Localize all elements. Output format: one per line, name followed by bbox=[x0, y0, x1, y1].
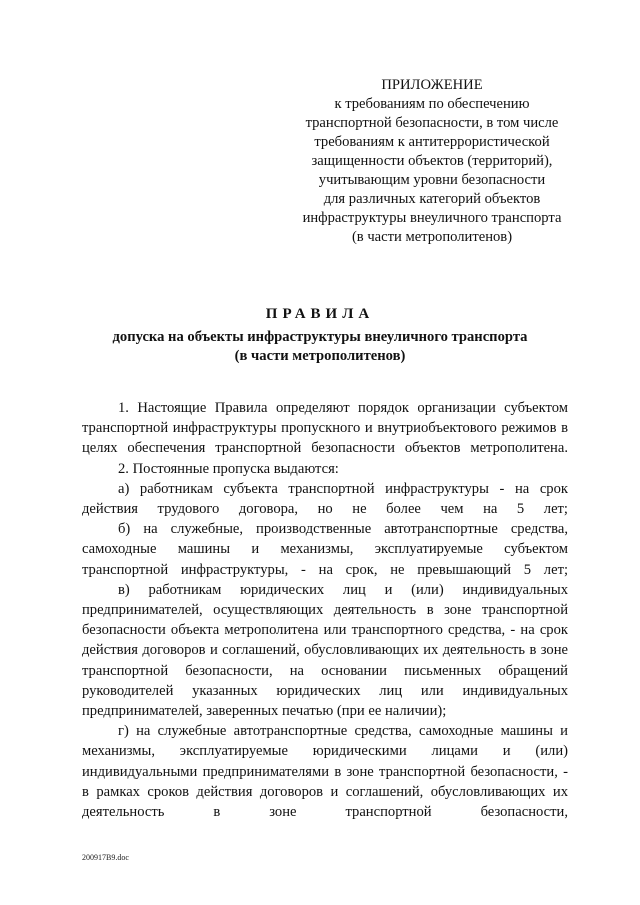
appendix-label: ПРИЛОЖЕНИЕ bbox=[381, 77, 483, 93]
subtitle-line: допуска на объекты инфраструктуры внеуличного транспорта bbox=[112, 329, 528, 345]
document-subtitle bbox=[0, 328, 640, 366]
paragraph-2b: б) на служебные, производственные автотранспортные средства, самоходные машины и механизмы, эксплуатируемые субъектом транспортной инфраструктуры, - на срок, не превышающий 5 лет; bbox=[82, 521, 568, 578]
appendix-header bbox=[288, 76, 576, 247]
appendix-line: учитывающим уровни безопасности bbox=[318, 172, 546, 188]
paragraph-2: 2. Постоянные пропуска выдаются: bbox=[118, 460, 339, 477]
paragraph-1: 1. Настоящие Правила определяют порядок организации субъектом транспортной инфраструктуры пропускного и внутриобъектового режимов в целях обеспечения транспортной безопасности объектов метрополитена. bbox=[82, 400, 568, 457]
subtitle-line: (в части метрополитенов) bbox=[234, 348, 406, 364]
appendix-line: транспортной безопасности, в том числе bbox=[305, 115, 559, 131]
document-body bbox=[82, 398, 568, 822]
appendix-line: инфраструктуры внеуличного транспорта bbox=[302, 210, 562, 226]
appendix-line: для различных категорий объектов bbox=[323, 191, 541, 207]
document-title: ПРАВИЛА bbox=[265, 306, 375, 322]
paragraph-2d: г) на служебные автотранспортные средства, самоходные машины и механизмы, эксплуатируемые юридическими лицами и (или) индивидуальными предпринимателями в зоне транспортной безопасности, - в рамках сроков действия договоров и соглашений, обусловливающих их деятельность в зоне транспортной безопасности, bbox=[82, 723, 568, 821]
file-name-footer: 200917B9.doc bbox=[82, 853, 129, 862]
appendix-line: требованиям к антитеррористической bbox=[314, 134, 550, 150]
appendix-line: защищенности объектов (территорий), bbox=[311, 153, 553, 169]
appendix-line: (в части метрополитенов) bbox=[351, 229, 513, 245]
appendix-line: к требованиям по обеспечению bbox=[334, 96, 530, 112]
paragraph-2a: а) работникам субъекта транспортной инфраструктуры - на срок действия трудового договора, но не более чем на 5 лет; bbox=[82, 480, 568, 518]
paragraph-2c: в) работникам юридических лиц и (или) индивидуальных предпринимателей, осуществляющих деятельность в зоне транспортной безопасности объекта метрополитена или транспортного средства, - на срок действия договоров и соглашений, обусловливающих их деятельность в зоне транспортной безопасности, на основании письменных обращений руководителей указанных юридических лиц или индивидуальных предпринимателей, заверенных печатью (при ее наличии); bbox=[82, 581, 568, 720]
